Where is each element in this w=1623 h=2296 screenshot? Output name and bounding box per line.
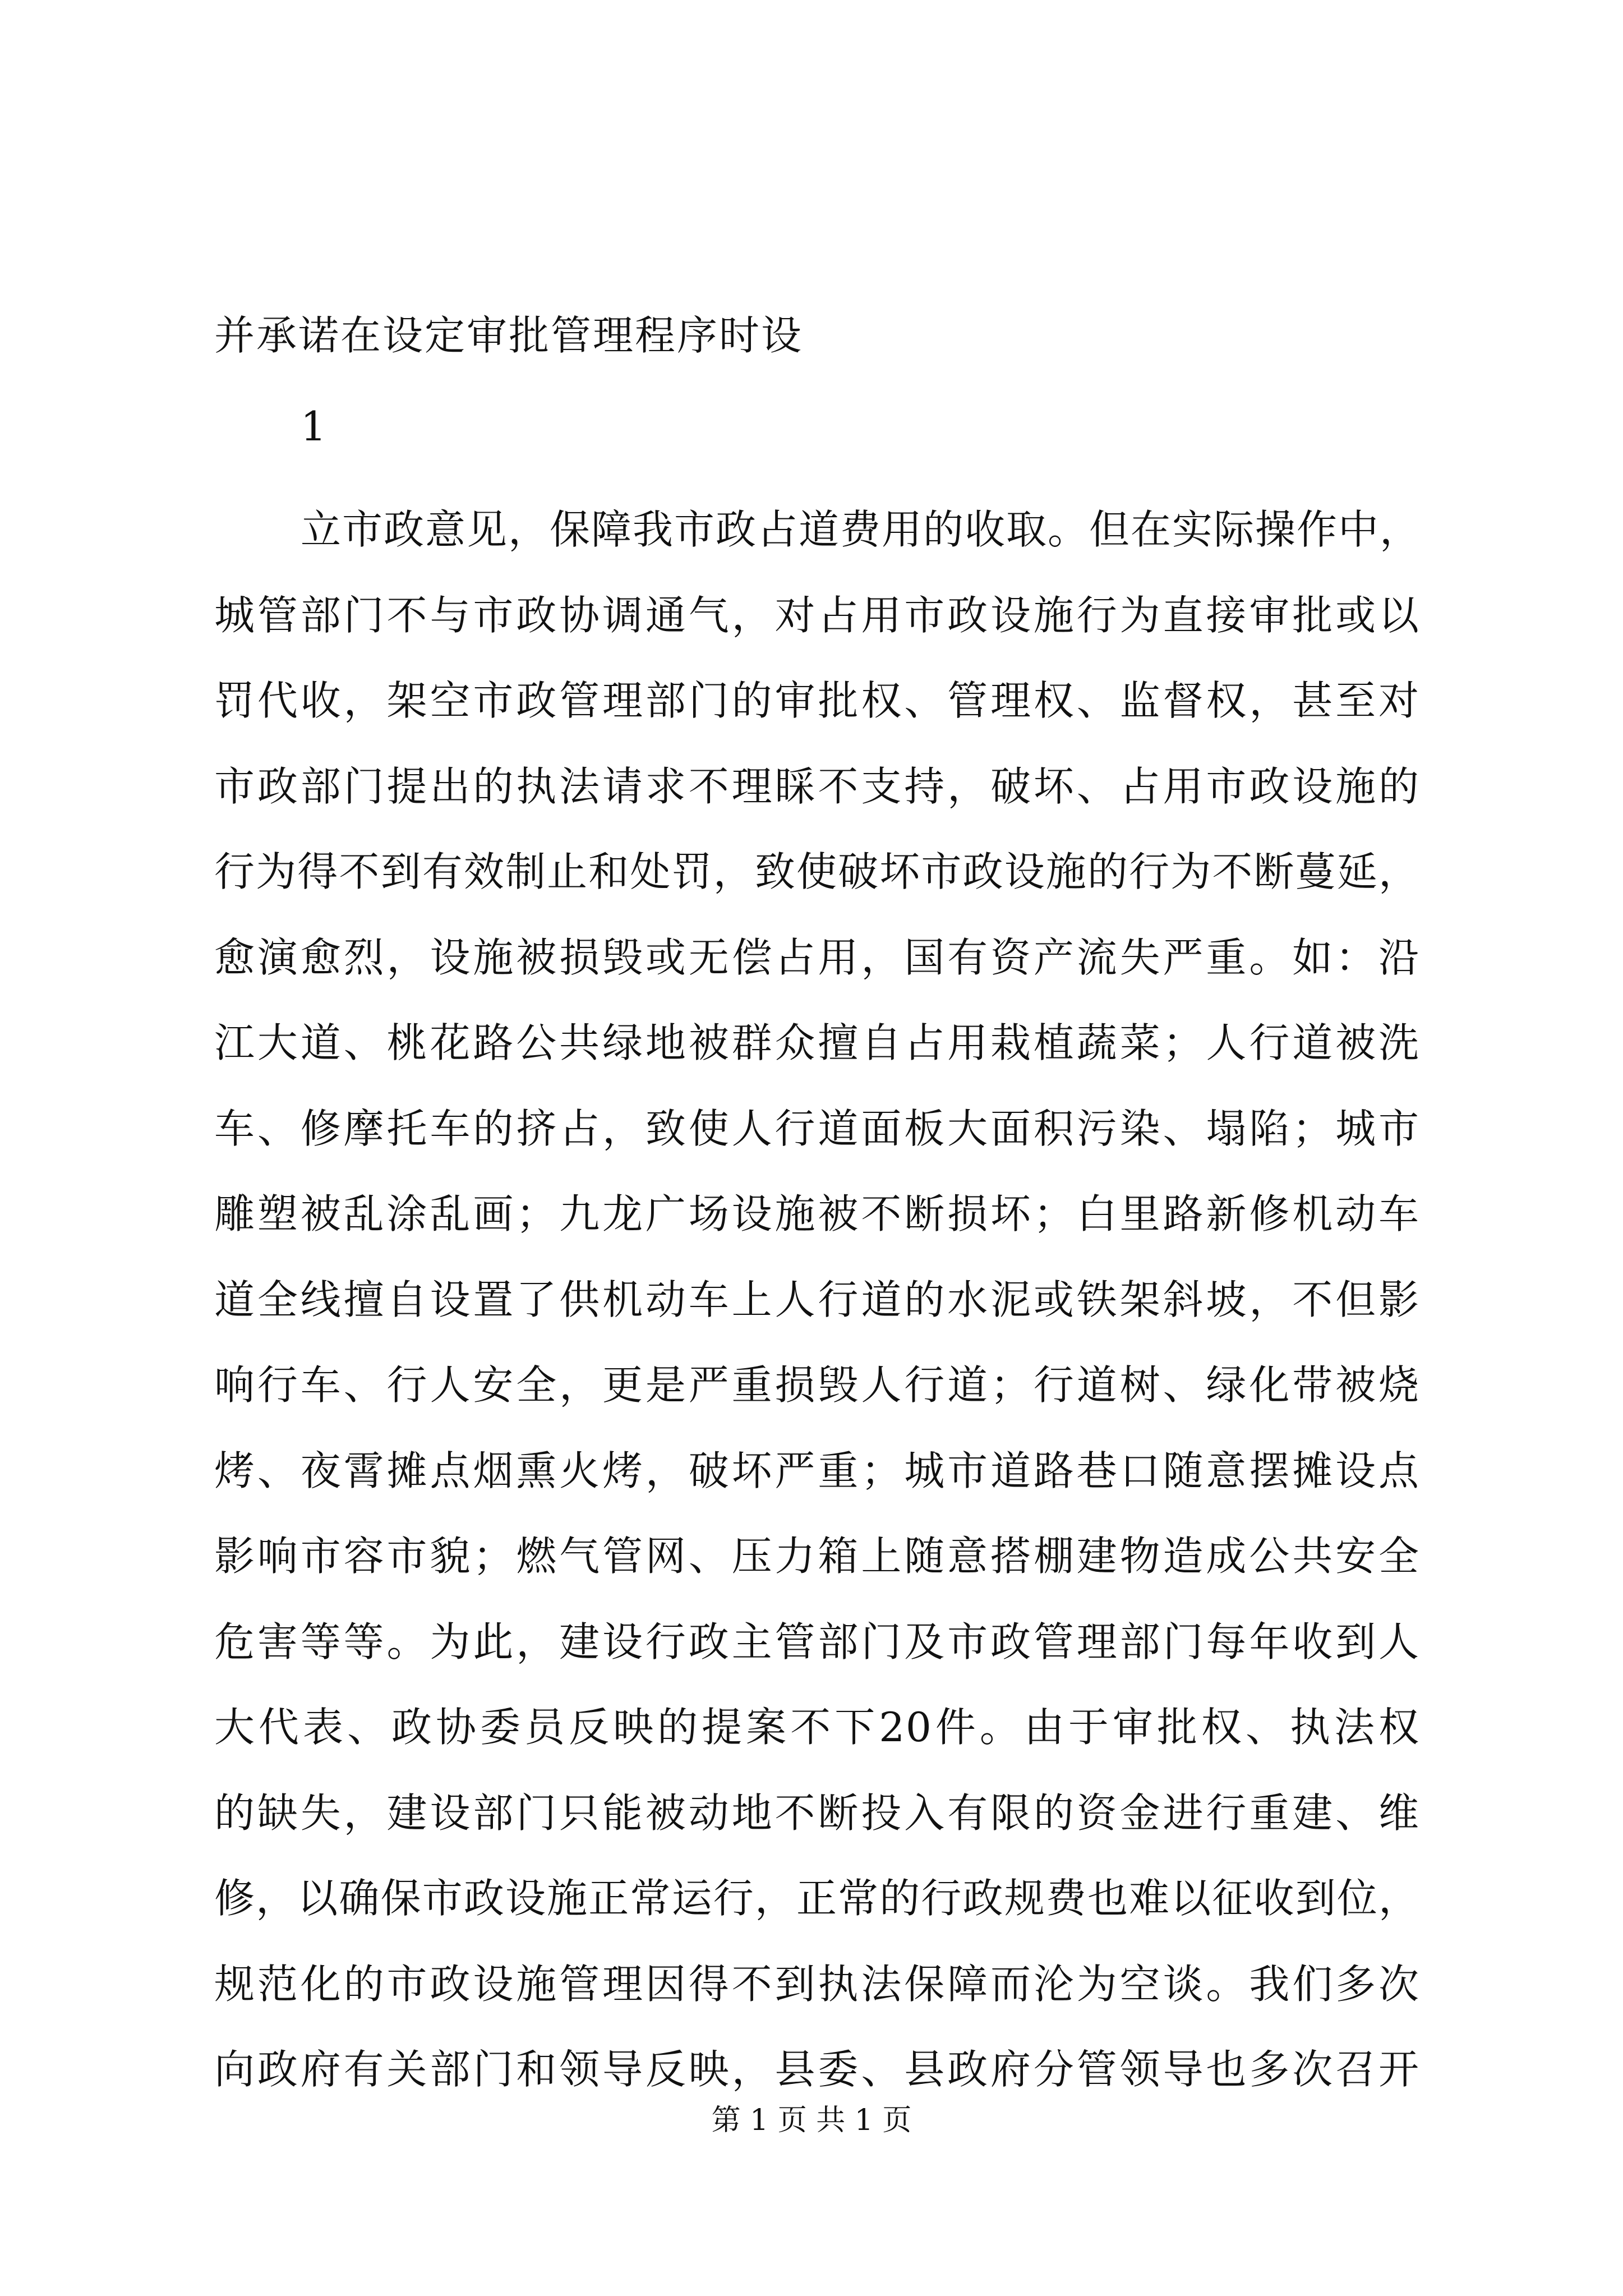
body-line: 道全线擅自设置了供机动车上人行道的水泥或铁架斜坡，不但影 <box>214 1276 1420 1323</box>
body-line: 雕塑被乱涂乱画；九龙广场设施被不断损坏；白里路新修机动车 <box>214 1190 1420 1237</box>
body-line: 江大道、桃花路公共绿地被群众擅自占用栽植蔬菜；人行道被洗 <box>214 1019 1420 1066</box>
body-line: 罚代收，架空市政管理部门的审批权、管理权、监督权，甚至对 <box>214 677 1420 724</box>
section-number: 1 <box>301 403 326 450</box>
page-footer: 第 1 页 共 1 页 <box>711 2104 912 2137</box>
body-line: 城管部门不与市政协调通气，对占用市政设施行为直接审批或以 <box>214 591 1420 639</box>
body-line: 愈演愈烈，设施被损毁或无偿占用，国有资产流失严重。如：沿 <box>214 933 1420 981</box>
body-line: 向政府有关部门和领导反映，县委、县政府分管领导也多次召开 <box>214 2046 1420 2093</box>
body-line: 市政部门提出的执法请求不理睬不支持，破坏、占用市政设施的 <box>214 762 1420 810</box>
body-line: 规范化的市政设施管理因得不到执法保障而沦为空谈。我们多次 <box>214 1960 1420 2008</box>
body-line: 行为得不到有效制止和处罚，致使破坏市政设施的行为不断蔓延， <box>214 848 1420 895</box>
body-line: 修，以确保市政设施正常运行，正常的行政规费也难以征收到位， <box>214 1875 1420 1922</box>
body-line: 的缺失，建设部门只能被动地不断投入有限的资金进行重建、维 <box>214 1789 1420 1837</box>
body-line: 响行车、行人安全，更是严重损毁人行道；行道树、绿化带被烧 <box>214 1361 1420 1409</box>
body-line: 危害等等。为此，建设行政主管部门及市政管理部门每年收到人 <box>214 1618 1420 1665</box>
body-line: 车、修摩托车的挤占，致使人行道面板大面积污染、塌陷；城市 <box>214 1105 1420 1152</box>
body-line: 立市政意见，保障我市政占道费用的收取。但在实际操作中， <box>301 506 1422 553</box>
body-paragraph <box>214 487 1420 2113</box>
document-heading: 并承诺在设定审批管理程序时设 <box>214 312 804 359</box>
body-line: 影响市容市貌；燃气管网、压力箱上随意搭棚建物造成公共安全 <box>214 1533 1420 1580</box>
body-line: 大代表、政协委员反映的提案不下20件。由于审批权、执法权 <box>214 1704 1420 1751</box>
body-line: 烤、夜霄摊点烟熏火烤，破坏严重；城市道路巷口随意摆摊设点 <box>214 1447 1420 1494</box>
